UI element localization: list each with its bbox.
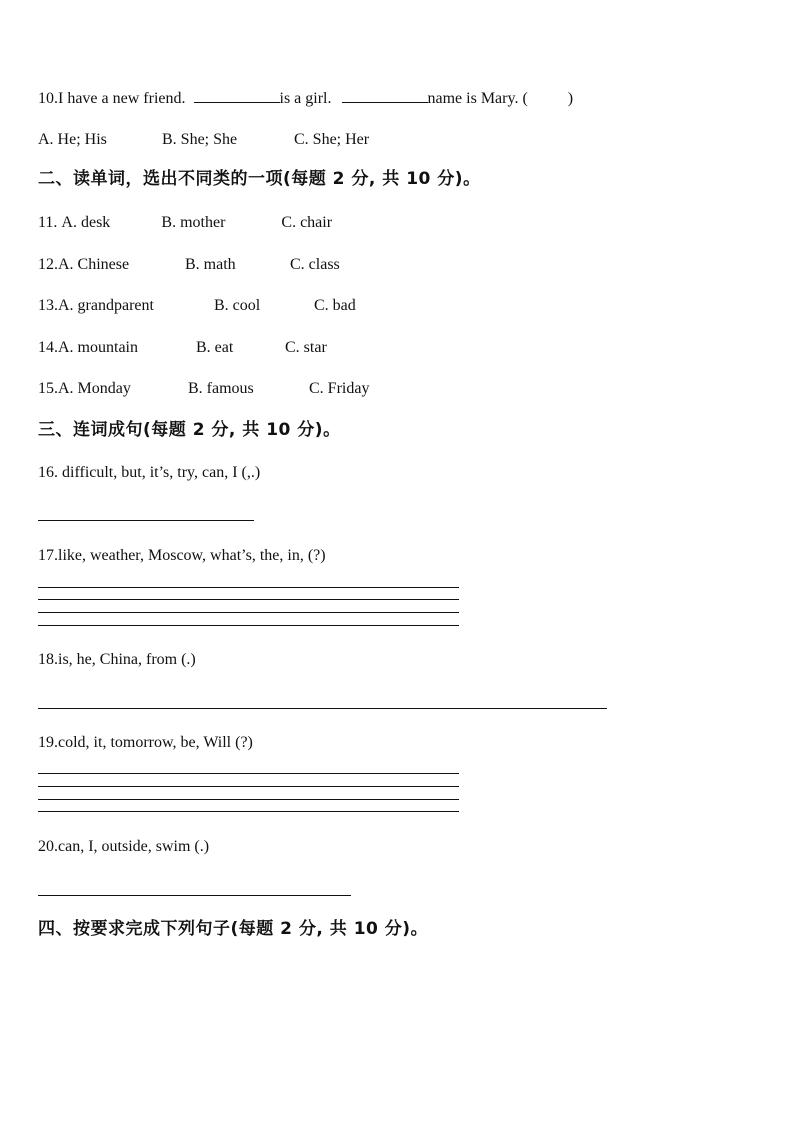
option-c[interactable]: C. star: [285, 339, 327, 356]
option-a[interactable]: A. grandparent: [58, 297, 154, 314]
answer-line[interactable]: [38, 625, 459, 626]
answer-line[interactable]: [38, 895, 351, 896]
question-12: [38, 255, 340, 275]
question-15: [38, 379, 369, 399]
question-16: [38, 463, 260, 483]
answer-line[interactable]: [38, 520, 254, 521]
option-b[interactable]: B. math: [185, 256, 236, 273]
question-number: 20.: [38, 838, 58, 855]
question-number: 10.: [38, 90, 58, 107]
question-number: 14.: [38, 339, 58, 356]
question-text-part2: is a girl.: [279, 90, 332, 107]
question-10-options: [38, 130, 369, 150]
question-number: 18.: [38, 651, 58, 668]
answer-line[interactable]: [38, 773, 459, 774]
answer-blank[interactable]: [194, 88, 280, 103]
option-c[interactable]: C. Friday: [309, 380, 370, 397]
answer-line[interactable]: [38, 599, 459, 600]
scrambled-words: cold, it, tomorrow, be, Will (?): [58, 734, 253, 751]
question-number: 12.: [38, 256, 58, 273]
question-11: [38, 213, 332, 233]
section-2-title: 二、读单词，选出不同类的一项(每题 2 分, 共 10 分)。: [38, 169, 481, 189]
scrambled-words: is, he, China, from (.): [58, 651, 196, 668]
question-number: 15.: [38, 380, 58, 397]
answer-line[interactable]: [38, 708, 607, 709]
answer-line[interactable]: [38, 587, 459, 588]
question-19: [38, 733, 253, 753]
answer-blank[interactable]: [342, 88, 428, 103]
question-18: [38, 650, 196, 670]
option-b[interactable]: B. cool: [214, 297, 261, 314]
question-text-part3: name is Mary. (: [427, 90, 528, 107]
option-a[interactable]: A. mountain: [58, 339, 138, 356]
option-c[interactable]: C. chair: [281, 214, 333, 231]
answer-line[interactable]: [38, 612, 459, 613]
option-c[interactable]: C. She; Her: [294, 131, 370, 148]
option-c[interactable]: C. bad: [314, 297, 356, 314]
scrambled-words: difficult, but, it’s, try, can, I (,.): [62, 464, 261, 481]
option-b[interactable]: B. eat: [196, 339, 234, 356]
section-3-title: 三、连词成句(每题 2 分, 共 10 分)。: [38, 420, 341, 440]
question-number: 13.: [38, 297, 58, 314]
question-17: [38, 546, 326, 566]
option-b[interactable]: B. mother: [161, 214, 226, 231]
answer-line[interactable]: [38, 786, 459, 787]
option-a[interactable]: A. desk: [61, 214, 111, 231]
question-number: 17.: [38, 547, 58, 564]
option-a[interactable]: A. Chinese: [58, 256, 130, 273]
question-number: 16.: [38, 464, 58, 481]
answer-line[interactable]: [38, 799, 459, 800]
question-10: [38, 88, 573, 109]
question-text-part1: I have a new friend.: [58, 90, 186, 107]
question-number: 19.: [38, 734, 58, 751]
scrambled-words: like, weather, Moscow, what’s, the, in, (?): [58, 547, 326, 564]
question-14: [38, 338, 327, 358]
option-a[interactable]: A. He; His: [38, 131, 107, 148]
section-4-title: 四、按要求完成下列句子(每题 2 分, 共 10 分)。: [38, 919, 429, 939]
answer-line[interactable]: [38, 811, 459, 812]
close-paren: ): [567, 90, 574, 107]
option-a[interactable]: A. Monday: [58, 380, 131, 397]
question-20: [38, 837, 209, 857]
option-b[interactable]: B. She; She: [162, 131, 238, 148]
scrambled-words: can, I, outside, swim (.): [58, 838, 210, 855]
option-b[interactable]: B. famous: [188, 380, 254, 397]
question-number: 11.: [38, 214, 58, 231]
question-13: [38, 296, 356, 316]
option-c[interactable]: C. class: [290, 256, 340, 273]
